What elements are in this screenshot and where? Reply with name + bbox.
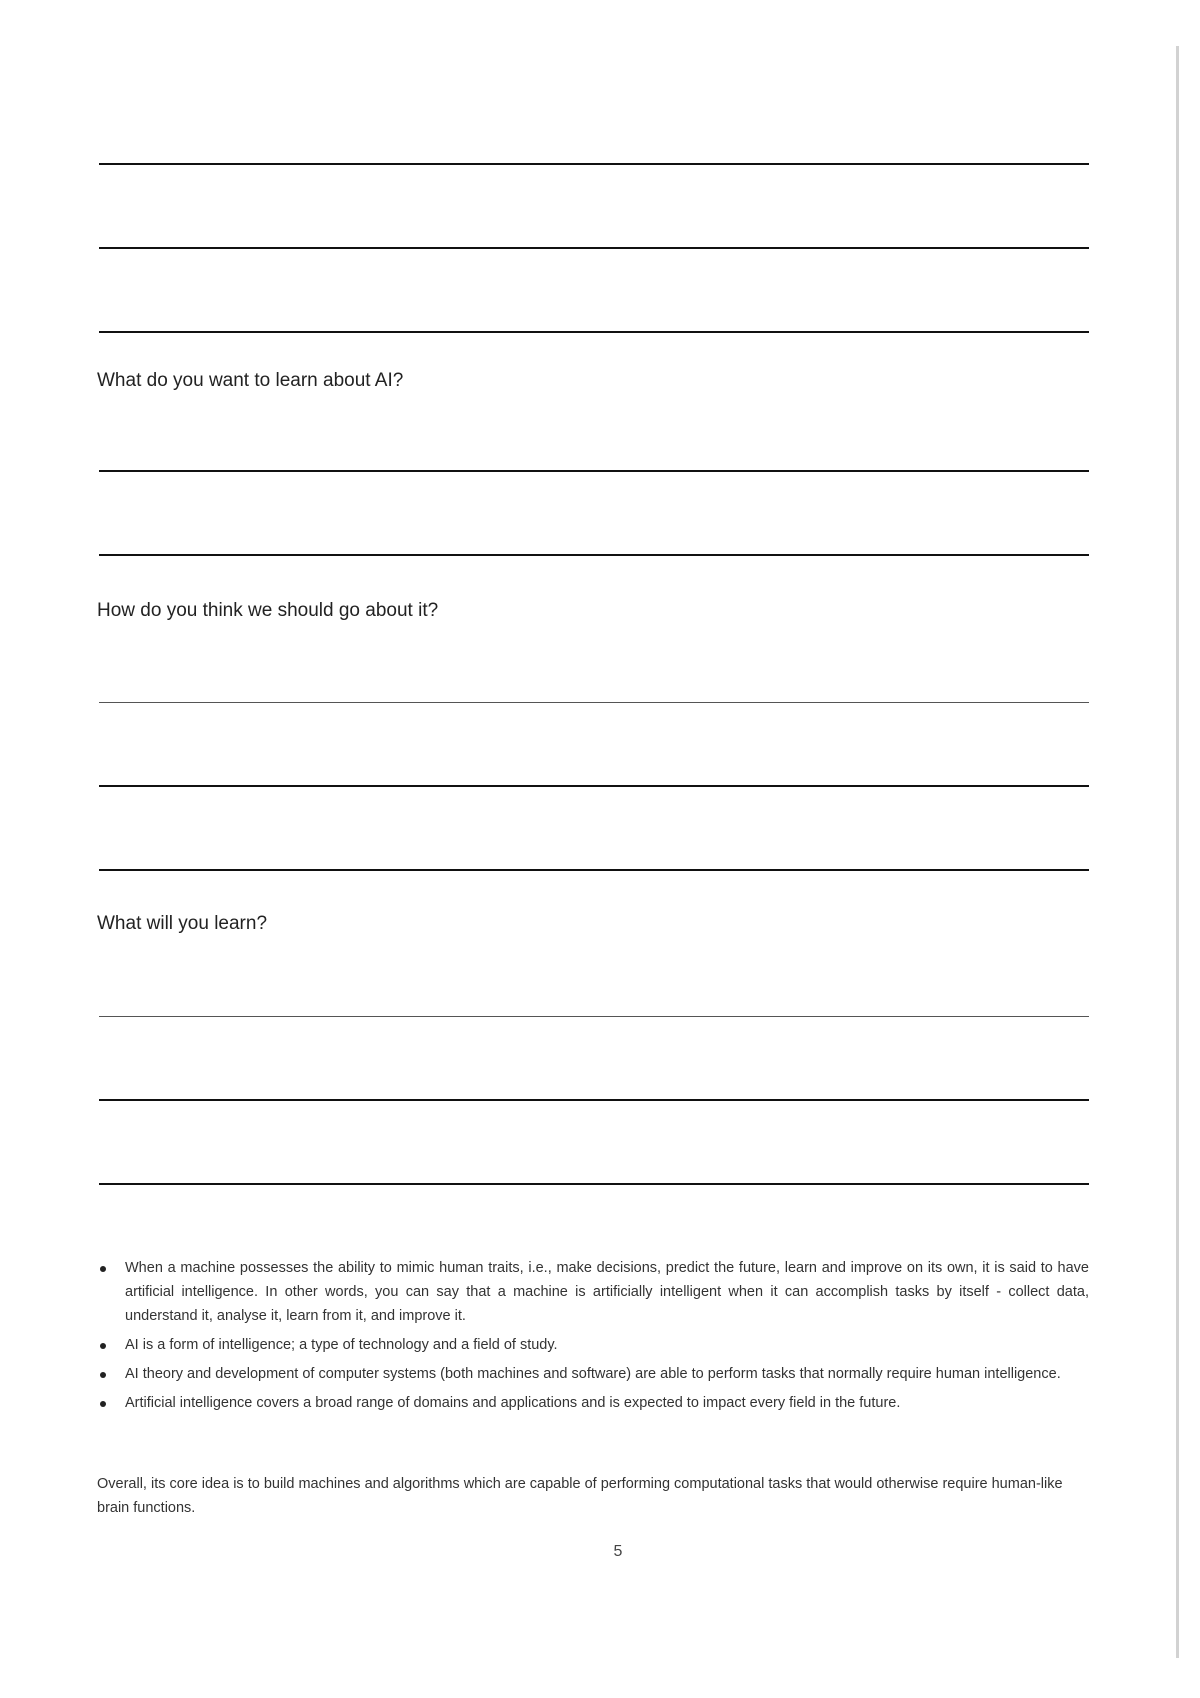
question-how-go-about: How do you think we should go about it? xyxy=(97,600,439,621)
answer-line xyxy=(99,554,1089,556)
answer-line xyxy=(99,163,1089,165)
answer-line xyxy=(99,470,1089,472)
answer-line xyxy=(99,331,1089,333)
list-item: AI theory and development of computer systems (both machines and software) are able to perform tasks that normally require human intelligence. xyxy=(97,1362,1089,1386)
overall-paragraph: Overall, its core idea is to build machines and algorithms which are capable of performing computational tasks that would otherwise require human-like brain functions. xyxy=(97,1476,1063,1516)
list-item: Artificial intelligence covers a broad range of domains and applications and is expected to impact every field in the future. xyxy=(97,1391,1089,1415)
question-what-will-learn: What will you learn? xyxy=(97,913,268,934)
answer-line xyxy=(99,247,1089,249)
page-edge-scrollbar xyxy=(1176,46,1179,1658)
list-item: When a machine possesses the ability to mimic human traits, i.e., make decisions, predict the future, learn and improve on its own, it is said to have artificial intelligence. In other words, you can say that a machine is artificially intelligent when it can accomplish tasks by itself - collect data, understand it, analyse it, learn from it, and improve it. xyxy=(97,1256,1089,1328)
answer-line xyxy=(99,785,1089,787)
page-number: 5 xyxy=(613,1543,623,1560)
answer-line xyxy=(99,869,1089,871)
question-learn-about-ai: What do you want to learn about AI? xyxy=(97,370,404,391)
answer-line xyxy=(99,702,1089,703)
ai-facts-list xyxy=(97,1256,1089,1420)
answer-line xyxy=(99,1099,1089,1101)
answer-line xyxy=(99,1183,1089,1185)
answer-line xyxy=(99,1016,1089,1017)
list-item: AI is a form of intelligence; a type of technology and a field of study. xyxy=(97,1333,1089,1357)
